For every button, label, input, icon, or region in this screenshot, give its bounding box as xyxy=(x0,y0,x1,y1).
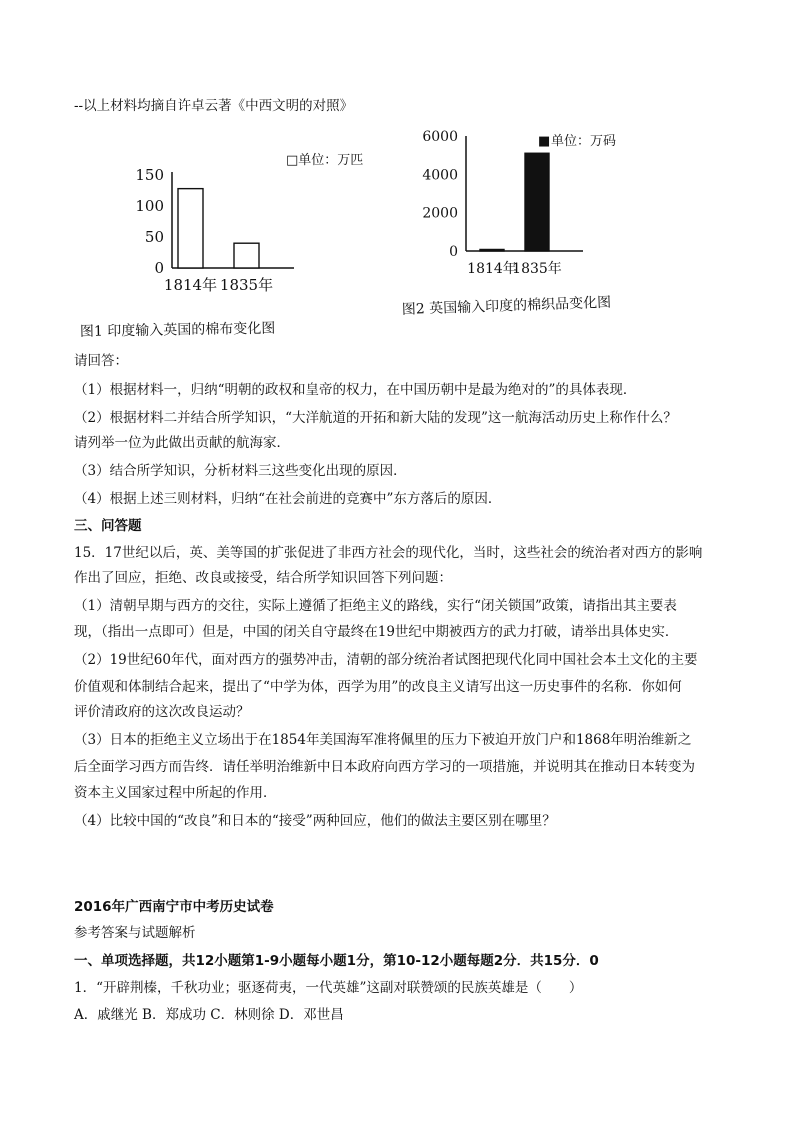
chart-1-ytick: 100 xyxy=(135,197,164,215)
q14-item-3: （3）结合所学知识，分析材料三这些变化出现的原因． xyxy=(74,463,407,479)
q15-line-9: 后全面学习西方而告终．请任举明治维新中日本政府向西方学习的一项措施，并说明其在推动日本转变为 xyxy=(74,759,695,775)
chart-2-title: 图2 英国输入印度的棉织品变化图 xyxy=(401,294,612,318)
q15-line-11: （4）比较中国的“改良”和日本的“接受”两种回应，他们的做法主要区别在哪里？ xyxy=(74,813,556,829)
chart-2-category-label: 1835年 xyxy=(512,261,562,277)
chart-1-bar-1 xyxy=(178,189,203,268)
q15-line-2: 作出了回应，拒绝、改良或接受，结合所学知识回答下列问题： xyxy=(74,570,452,586)
chart-2-ytick: 2000 xyxy=(422,205,458,222)
chart-1-ytick: 50 xyxy=(144,228,164,246)
chart-1-cotton-imports xyxy=(74,140,364,350)
chart-1-title: 图1 印度输入英国的棉布变化图 xyxy=(79,320,276,340)
section-1-title: 一、单项选择题，共12小题第1-9小题每小题1分，第10-12小题每题2分．共15分．0 xyxy=(74,953,599,969)
chart-2-legend-square-icon: ■ xyxy=(538,134,551,149)
chart-2-legend: 单位：万码 xyxy=(551,134,617,149)
chart-1-category-label: 1814年 xyxy=(163,276,218,294)
chart-2-category-label: 1814年 xyxy=(467,261,517,277)
q14-item-1: （1）根据材料一，归纳“明朝的政权和皇帝的权力，在中国历朝中是最为绝对的”的具体表现． xyxy=(74,382,637,398)
chart-2-ytick: 4000 xyxy=(422,167,458,184)
chart-2-ytick: 6000 xyxy=(422,129,458,145)
chart-2-bar-1 xyxy=(480,249,504,251)
q15-line-3: （1）清朝早期与西方的交往，实际上遵循了拒绝主义的路线，实行“闭关锁国”政策，请指出其主要表 xyxy=(74,598,677,614)
chart-1-ytick: 150 xyxy=(135,166,164,184)
q14-item-2-cont: 请列举一位为此做出贡献的航海家． xyxy=(74,435,290,451)
q14-item-2: （2）根据材料二并结合所学知识，“大洋航道的开拓和新大陆的发现”这一航海活动历史上称作什么？ xyxy=(74,410,677,426)
q15-line-4: 现，（指出一点即可）但是，中国的闭关自守最终在19世纪中期被西方的武力打破，请举出具体史实． xyxy=(74,624,679,640)
q14-item-4: （4）根据上述三则材料，归纳“在社会前进的竞赛中”东方落后的原因． xyxy=(74,491,502,507)
prompt-label: 请回答： xyxy=(74,353,128,369)
source-note: --以上材料均摘自许卓云著《中西文明的对照》 xyxy=(74,98,354,114)
chart-2-bar-2 xyxy=(525,153,549,251)
answer-title: 2016年广西南宁市中考历史试卷 xyxy=(74,899,274,915)
chart-2-textile-exports xyxy=(398,118,668,323)
q15-line-7: 评价清政府的这次改良运动？ xyxy=(74,704,250,720)
q15-line-5: （2）19世纪60年代，面对西方的强势冲击，清朝的部分统治者试图把现代化同中国社会本土文化的主要 xyxy=(74,652,698,668)
answer-subtitle: 参考答案与试题解析 xyxy=(74,925,196,941)
chart-2-ytick: 0 xyxy=(449,244,458,260)
chart-1-ytick: 0 xyxy=(154,259,164,277)
q1-text: 1．“开辟荆榛，千秋功业；驱逐荷夷，一代英雄”这副对联赞颂的民族英雄是（ ） xyxy=(74,980,583,996)
chart-1-category-label: 1835年 xyxy=(219,276,274,294)
section-3-title: 三、问答题 xyxy=(74,518,142,534)
q1-options: A．戚继光 B．郑成功 C．林则徐 D．邓世昌 xyxy=(74,1007,344,1023)
q15-line-8: （3）日本的拒绝主义立场出于在1854年美国海军准将佩里的压力下被迫开放门户和1868年明治维新之 xyxy=(74,732,692,748)
chart-1-bar-2 xyxy=(234,243,259,268)
q15-line-6: 价值观和体制结合起来，提出了“中学为体，西学为用”的改良主义请写出这一历史事件的名称．你如何 xyxy=(74,679,682,695)
q15-line-10: 资本主义国家过程中所起的作用． xyxy=(74,785,277,801)
q15-line-1: 15．17世纪以后，英、美等国的扩张促进了非西方社会的现代化，当时，这些社会的统治者对西方的影响 xyxy=(74,545,703,561)
chart-1-legend: □单位：万匹 xyxy=(286,153,364,168)
